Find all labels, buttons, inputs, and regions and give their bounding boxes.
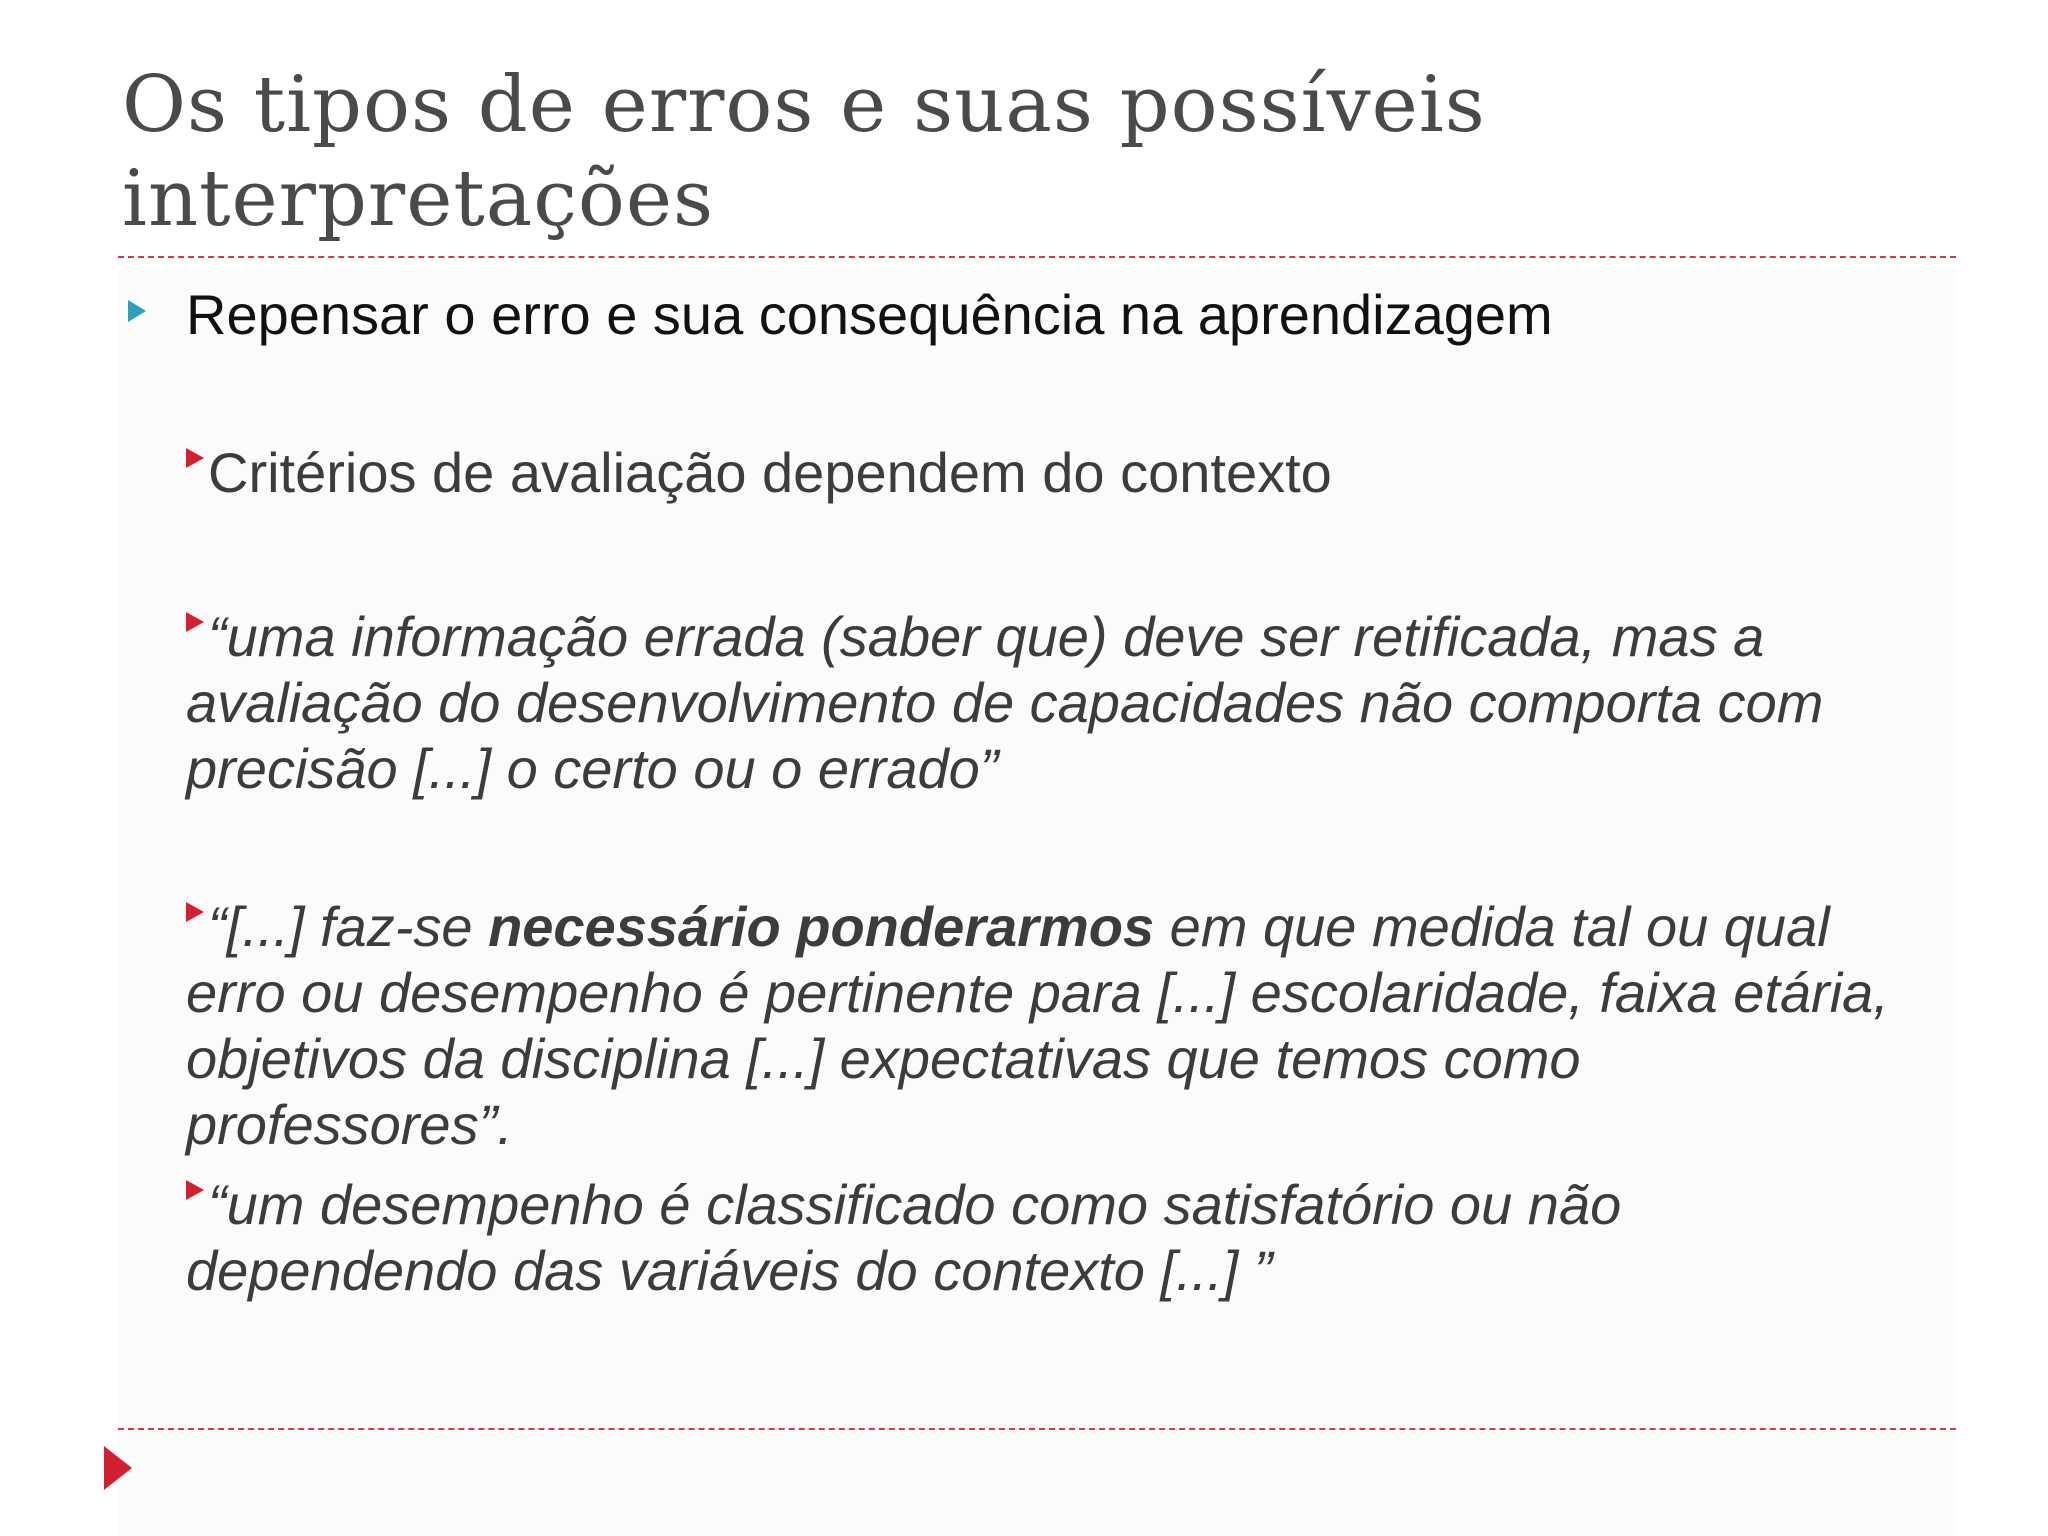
sub-bullet-triangle-icon bbox=[186, 1180, 204, 1200]
quote-text-after: em que medida tal ou qual erro ou desempenho é pertinente para [...] escolaridade, faixa etária, objetivos da disciplina [...] expectativas que temos como professores”. bbox=[186, 895, 1889, 1156]
title-divider bbox=[118, 256, 1956, 258]
quote-emphasis: necessário ponderarmos bbox=[488, 895, 1155, 958]
quote-text-before: “[...] faz-se bbox=[208, 895, 489, 958]
main-bullet-text: Repensar o erro e sua consequência na aprendizagem bbox=[186, 283, 1553, 346]
sub-bullet-criteria bbox=[186, 440, 1916, 506]
sub-bullet-quote-2 bbox=[186, 894, 1916, 1158]
sub-bullet-quote-3 bbox=[186, 1172, 1916, 1304]
next-slide-arrow-icon[interactable] bbox=[104, 1446, 132, 1490]
sub-bullet-triangle-icon bbox=[186, 902, 204, 922]
sub-bullet-quote-1 bbox=[186, 604, 1916, 802]
bullet-triangle-icon bbox=[128, 300, 146, 322]
sub-bullet-triangle-icon bbox=[186, 612, 204, 632]
slide-title: Os tipos de erros e suas possíveis interpretações bbox=[122, 60, 1486, 244]
quote-text: “um desempenho é classificado como satisfatório ou não dependendo das variáveis do contexto [...] ” bbox=[186, 1173, 1622, 1302]
footer-divider bbox=[118, 1428, 1956, 1430]
sub-bullet-text: Critérios de avaliação dependem do contexto bbox=[208, 441, 1332, 504]
quote-text: “uma informação errada (saber que) deve ser retificada, mas a avaliação do desenvolvimento de capacidades não comporta com precisão [...] o certo ou o errado” bbox=[186, 605, 1824, 800]
sub-bullet-triangle-icon bbox=[186, 448, 204, 468]
